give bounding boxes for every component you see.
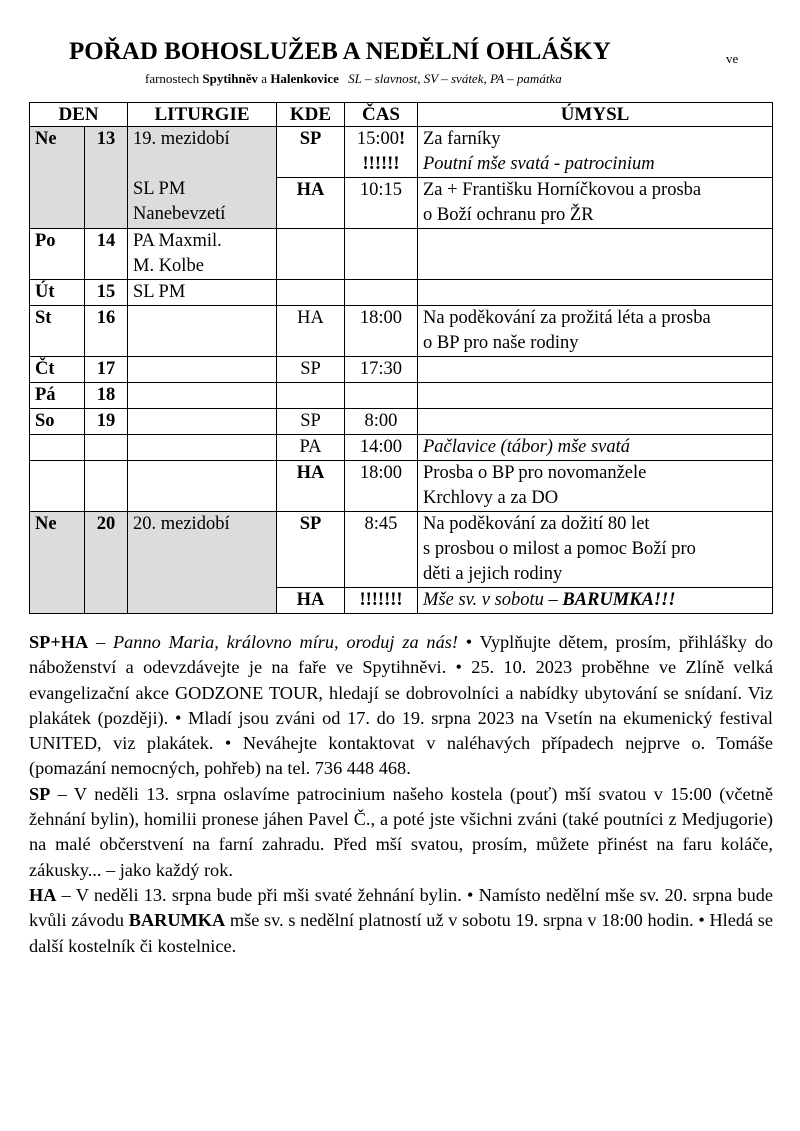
where-cell: SP xyxy=(277,409,345,435)
announcements xyxy=(29,630,773,959)
parish-halenkovice: Halenkovice xyxy=(270,71,339,86)
where-cell: HA xyxy=(277,306,345,357)
intention-cell: Za farníky Poutní mše svatá - patrocinium xyxy=(418,127,773,178)
table-row xyxy=(30,127,773,178)
header-intention: ÚMYSL xyxy=(418,103,773,127)
table-row xyxy=(30,306,773,357)
time-cell: 8:00 xyxy=(345,409,418,435)
where-cell: PA xyxy=(277,435,345,461)
date-cell: 13 xyxy=(85,127,128,229)
page-title: POŘAD BOHOSLUŽEB A NEDĚLNÍ OHLÁŠKY xyxy=(69,38,611,65)
day-cell: Ne xyxy=(30,512,85,614)
schedule-table xyxy=(29,102,773,614)
page-header xyxy=(0,38,800,86)
day-cell: Út xyxy=(30,280,85,306)
time-cell: 17:30 xyxy=(345,357,418,383)
table-row xyxy=(30,357,773,383)
time-cell: 18:00 xyxy=(345,306,418,357)
table-row xyxy=(30,409,773,435)
where-cell: SP xyxy=(277,127,345,178)
day-cell: So xyxy=(30,409,85,435)
table-row xyxy=(30,229,773,280)
day-cell: Pá xyxy=(30,383,85,409)
intention-cell: Za + Františku Horníčkovou a prosba o Boží ochranu pro ŽR xyxy=(418,178,773,229)
table-row xyxy=(30,383,773,409)
announcement-spytihnev: SP – V neděli 13. srpna oslavíme patrocinium našeho kostela (pouť) mší svatou v 15:00 (včetně žehnání bylin), homilii pronese jáhen Pavel Č., a poté jste všichni zváni (také poutníci z Medjugorie) na malé občerstvení na farní zahradu. Před mší svatou, prosím, můžete přinést na faru koláče, zákusky... – jako každý rok. xyxy=(29,783,773,880)
where-cell: HA xyxy=(277,461,345,512)
table-row xyxy=(30,280,773,306)
announcement-both-parishes: SP+HA – Panno Maria, královno míru, oroduj za nás! • Vyplňujte dětem, prosím, přihlášky do náboženství a odevzdávejte je na faře ve Spytihněvi. • 25. 10. 2023 proběhne ve Zlíně velká evangelizační akce GODZONE TOUR, hledají se dobrovolníci a nabídky ubytování se snídaní. Viz plakátek (později). • Mladí jsou zváni od 17. do 19. srpna 2023 na Vsetín na ekumenický festival UNITED, viz plakátek. • Neváhejte kontaktovat v naléhavých případech nejprve o. Tomáše (pomazání nemocných, pohřeb) na tel. 736 448 468. xyxy=(29,632,773,779)
parish-spytihnev: Spytihněv xyxy=(202,71,259,86)
liturgy-cell: PA Maxmil. M. Kolbe xyxy=(128,229,277,280)
date-cell: 17 xyxy=(85,357,128,383)
where-cell: HA xyxy=(277,588,345,614)
intention-cell: Mše sv. v sobotu – BARUMKA!!! xyxy=(418,588,773,614)
intention-cell: Prosba o BP pro novomanžele Krchlovy a za DO xyxy=(418,461,773,512)
title-suffix: ve xyxy=(726,51,739,66)
date-cell: 14 xyxy=(85,229,128,280)
where-cell: HA xyxy=(277,178,345,229)
date-cell: 18 xyxy=(85,383,128,409)
table-row xyxy=(30,512,773,588)
table-row xyxy=(30,461,773,512)
announcement-halenkovice: HA – V neděli 13. srpna bude při mši svaté žehnání bylin. • Namísto nedělní mše sv. 20. srpna bude kvůli závodu BARUMKA mše sv. s nedělní platností už v sobotu 19. srpna v 18:00 hodin. • Hledá se další kostelník či kostelnice. xyxy=(29,884,773,956)
liturgy-cell: 20. mezidobí xyxy=(128,512,277,614)
where-cell: SP xyxy=(277,512,345,588)
liturgy-cell: 19. mezidobí SL PM Nanebevzetí xyxy=(128,127,277,229)
intention-cell: Pačlavice (tábor) mše svatá xyxy=(418,435,773,461)
liturgy-cell: SL PM xyxy=(128,280,277,306)
time-cell: 10:15 xyxy=(345,178,418,229)
where-cell: SP xyxy=(277,357,345,383)
intention-cell: Na poděkování za prožitá léta a prosba o BP pro naše rodiny xyxy=(418,306,773,357)
header-time: ČAS xyxy=(345,103,418,127)
table-row xyxy=(30,435,773,461)
page-subtitle: farnostech Spytihněv a Halenkovice SL – slavnost, SV – svátek, PA – památka xyxy=(145,71,562,86)
date-cell: 16 xyxy=(85,306,128,357)
abbrev-legend: SL – slavnost, SV – svátek, PA – památka xyxy=(348,71,562,86)
time-cell: 8:45 xyxy=(345,512,418,588)
table-header-row xyxy=(30,103,773,127)
time-cell: 14:00 xyxy=(345,435,418,461)
day-cell: St xyxy=(30,306,85,357)
time-cell: !!!!!!! xyxy=(345,588,418,614)
header-day: DEN xyxy=(30,103,128,127)
date-cell: 20 xyxy=(85,512,128,614)
header-liturgy: LITURGIE xyxy=(128,103,277,127)
date-cell: 19 xyxy=(85,409,128,435)
day-cell: Po xyxy=(30,229,85,280)
intention-cell: Na poděkování za dožití 80 let s prosbou o milost a pomoc Boží pro děti a jejich rodiny xyxy=(418,512,773,588)
header-where: KDE xyxy=(277,103,345,127)
time-cell: 15:00! !!!!!! xyxy=(345,127,418,178)
day-cell: Ne xyxy=(30,127,85,229)
time-cell: 18:00 xyxy=(345,461,418,512)
date-cell: 15 xyxy=(85,280,128,306)
day-cell: Čt xyxy=(30,357,85,383)
